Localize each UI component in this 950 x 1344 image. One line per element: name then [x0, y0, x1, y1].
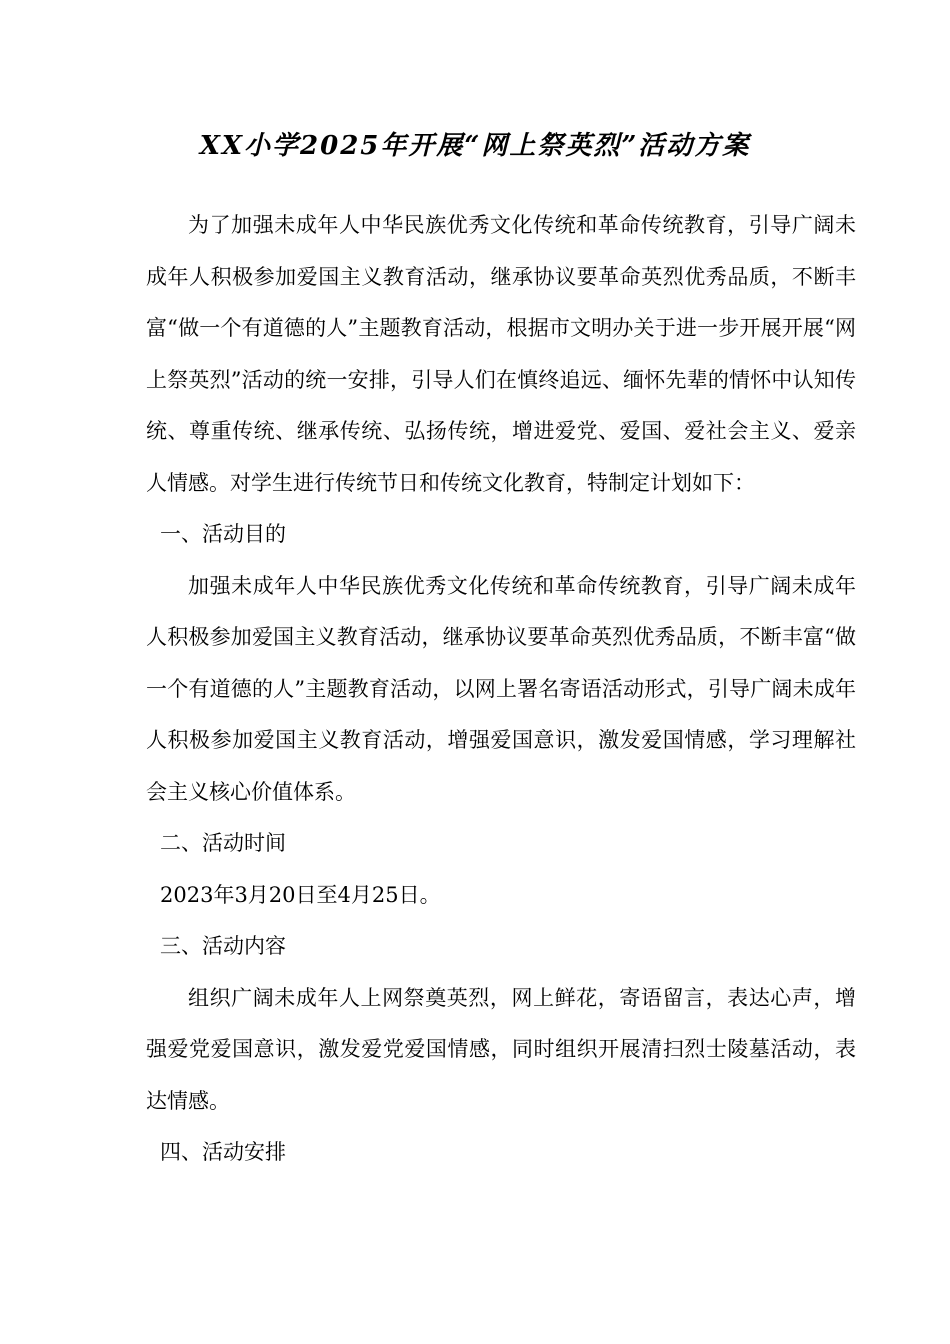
document-title: XX小学2025年开展“网上祭英烈”活动方案: [199, 131, 751, 161]
section-heading-arrangement: 四、活动安排: [160, 1140, 286, 1164]
section-paragraph-content: 组织广阔未成年人上网祭奠英烈，网上鲜花，寄语留言，表达心声，增强爱党爱国意识，激发爱党爱国情感，同时组织开展清扫烈士陵墓活动，表达情感。: [146, 985, 856, 1113]
section-paragraph-time: 2023年3月20日至4月25日。: [160, 882, 441, 907]
intro-paragraph: 为了加强未成年人中华民族优秀文化传统和革命传统教育，引导广阔未成年人积极参加爱国主义教育活动，继承协议要革命英烈优秀品质，不断丰富“做一个有道德的人”主题教育活动，根据市文明办关于进一步开展开展“网上祭英烈”活动的统一安排，引导人们在慎终追远、缅怀先辈的情怀中认知传统、尊重传统、继承传统、弘扬传统，增进爱党、爱国、爱社会主义、爱亲人情感。对学生进行传统节日和传统文化教育，特制定计划如下：: [146, 213, 856, 495]
document-body: [146, 200, 856, 1179]
section-paragraph-purpose: 加强未成年人中华民族优秀文化传统和革命传统教育，引导广阔未成年人积极参加爱国主义教育活动，继承协议要革命英烈优秀品质，不断丰富“做一个有道德的人”主题教育活动，以网上署名寄语活动形式，引导广阔未成年人积极参加爱国主义教育活动，增强爱国意识，激发爱国情感，学习理解社会主义核心价值体系。: [146, 573, 856, 804]
section-heading-purpose: 一、活动目的: [160, 522, 286, 546]
section-heading-content: 三、活动内容: [160, 934, 286, 958]
section-heading-time: 二、活动时间: [160, 831, 286, 855]
